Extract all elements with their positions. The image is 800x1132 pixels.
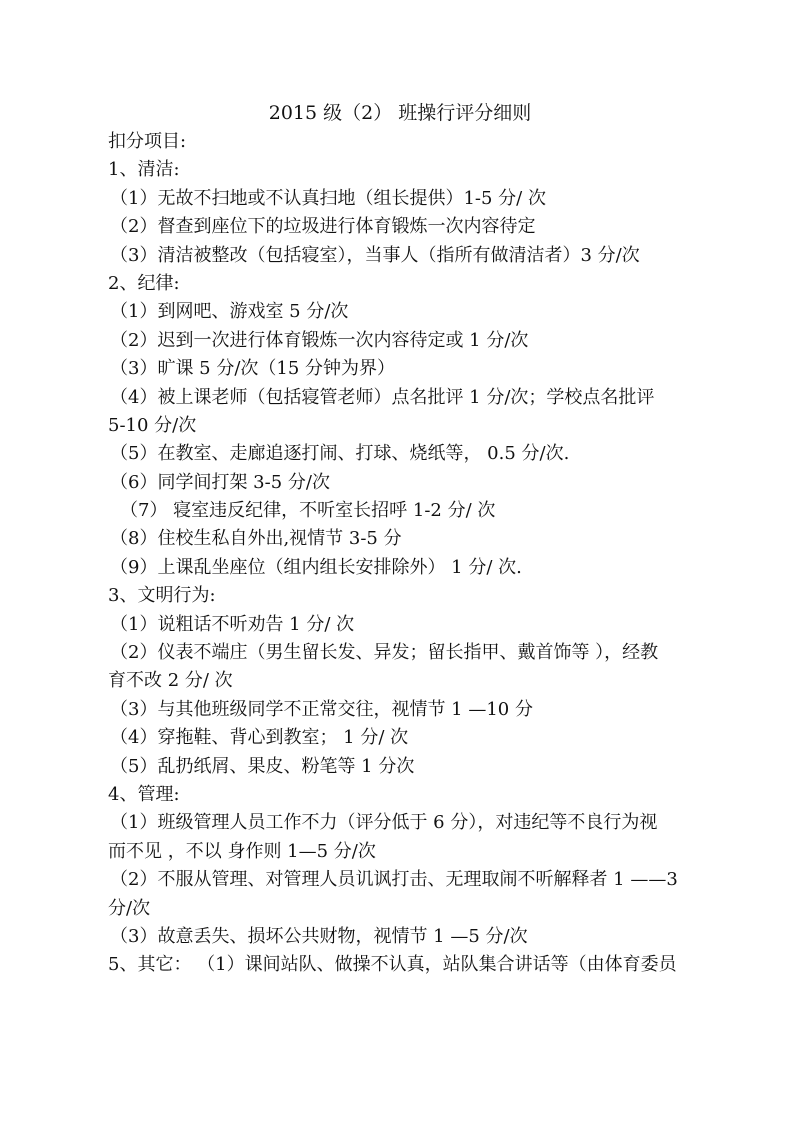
rule-item: （2）迟到一次进行体育锻炼一次内容待定或 1 分/次 bbox=[110, 329, 529, 351]
rule-item: （8）住校生私自外出,视情节 3-5 分 bbox=[110, 528, 402, 550]
rule-item: （3）旷课 5 分/次（15 分钟为界） bbox=[110, 358, 396, 380]
section-heading: 3、文明行为: bbox=[108, 585, 216, 607]
rule-continuation: 分/次 bbox=[108, 897, 151, 919]
rule-continuation: 育不改 2 分/ 次 bbox=[108, 670, 233, 692]
section-heading: 4、管理: bbox=[108, 783, 180, 805]
rule-item: （1）无故不扫地或不认真扫地（组长提供）1-5 分/ 次 bbox=[110, 187, 546, 209]
rule-item: （1）到网吧、游戏室 5 分/次 bbox=[110, 301, 349, 323]
rule-item: （1）班级管理人员工作不力（评分低于 6 分），对违纪等不良行为视 bbox=[110, 812, 658, 834]
rule-item: （1）说粗话不听劝告 1 分/ 次 bbox=[110, 613, 355, 635]
rule-item: （2）仪表不端庄（男生留长发、异发；留长指甲、戴首饰等 ），经教 bbox=[110, 642, 659, 664]
section-heading: 1、清洁: bbox=[108, 159, 180, 181]
document-body bbox=[0, 128, 800, 980]
rule-item: （3）故意丢失、损坏公共财物，视情节 1 —5 分/次 bbox=[110, 925, 528, 947]
rule-item: （6）同学间打架 3-5 分/次 bbox=[110, 471, 330, 493]
section-heading: 2、纪律: bbox=[108, 272, 180, 294]
section-heading: 扣分项目: bbox=[108, 131, 187, 152]
rule-item: （2）不服从管理、对管理人员讥讽打击、无理取闹不听解释者 1 ——3 bbox=[110, 869, 678, 891]
rule-item: （4）穿拖鞋、背心到教室； 1 分/ 次 bbox=[110, 727, 409, 749]
rule-item: （5）在教室、走廊追逐打闹、打球、烧纸等， 0.5 分/次. bbox=[110, 443, 570, 465]
rule-item: （3）清洁被整改（包括寝室），当事人（指所有做清洁者）3 分/次 bbox=[110, 244, 640, 266]
rule-continuation: 而不见 ，不以 身作则 1—5 分/次 bbox=[108, 840, 376, 862]
rule-item: （5）乱扔纸屑、果皮、粉笔等 1 分次 bbox=[110, 755, 415, 777]
rule-item: （7） 寝室违反纪律，不听室长招呼 1-2 分/ 次 bbox=[120, 500, 496, 522]
rule-item: （9）上课乱坐座位（组内组长安排除外） 1 分/ 次. bbox=[110, 556, 522, 578]
section-heading: 5、其它： （1）课间站队、做操不认真，站队集合讲话等（由体育委员 bbox=[108, 954, 677, 976]
document-title: 2015 级（2） 班操行评分细则 bbox=[268, 102, 532, 124]
rule-item: （3）与其他班级同学不正常交往，视情节 1 —10 分 bbox=[110, 698, 533, 720]
rule-item: （4）被上课老师（包括寝管老师）点名批评 1 分/次；学校点名批评 bbox=[110, 386, 655, 408]
rule-continuation: 5-10 分/次 bbox=[108, 414, 197, 436]
rule-item: （2）督查到座位下的垃圾进行体育锻炼一次内容待定 bbox=[110, 216, 536, 238]
